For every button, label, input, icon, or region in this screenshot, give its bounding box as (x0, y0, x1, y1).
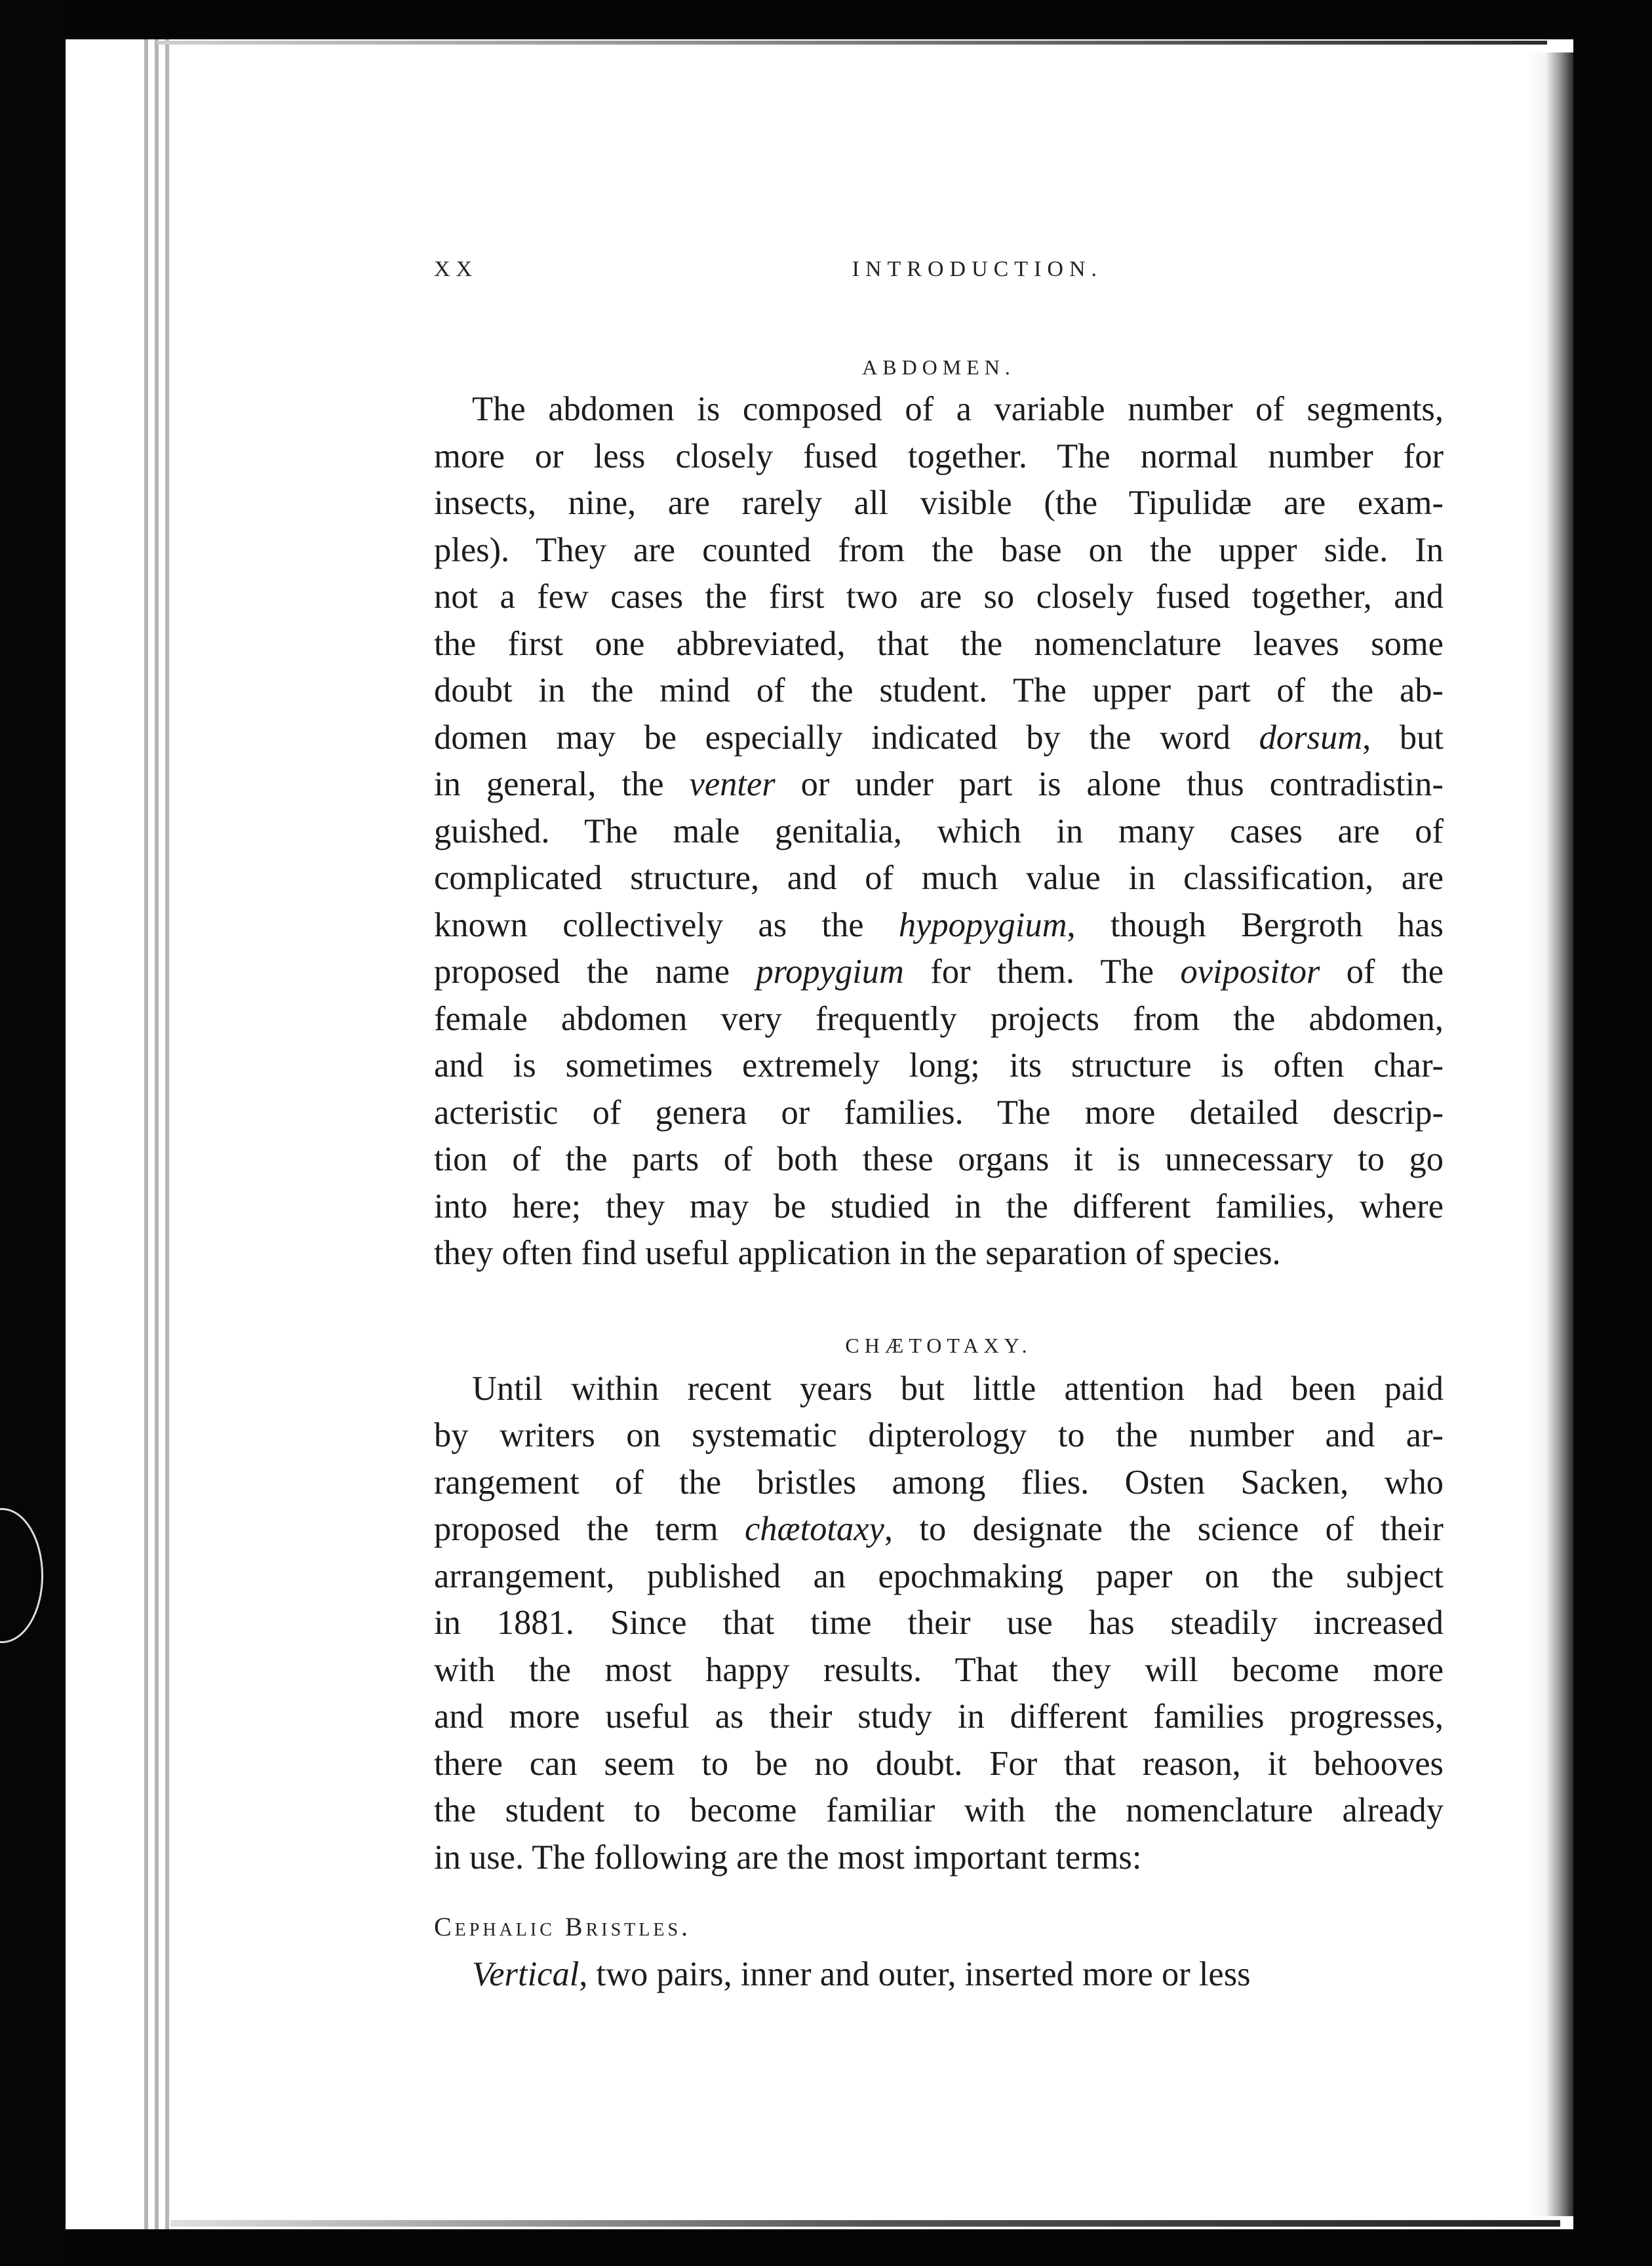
text-line: arrangement, published an epochmaking paper on the subject (434, 1557, 1444, 1595)
text-line: in 1881. Since that time their use has steadily increased (434, 1604, 1444, 1642)
text-line: proposed the name propygium for them. The ovipositor of the (434, 953, 1444, 991)
running-head (434, 257, 1103, 282)
text-line: proposed the term chætotaxy, to designate the science of their (434, 1510, 1444, 1548)
page-stack-edge (144, 39, 148, 2229)
page-top-edge (157, 41, 1547, 45)
chaetotaxy-paragraph (434, 1366, 1444, 1882)
text-line: with the most happy results. That they will become more (434, 1650, 1444, 1689)
italic-term: venter (689, 765, 776, 803)
text-line: domen may be especially indicated by the word dorsum, but (434, 718, 1444, 757)
italic-term: propygium (756, 953, 904, 991)
text-line: the first one abbreviated, that the nomenclature leaves some (434, 624, 1444, 663)
page-stack-edge (165, 39, 169, 2229)
text-line: known collectively as the hypopygium, though Bergroth has (434, 905, 1444, 944)
text-line: guished. The male genitalia, which in many cases are of (434, 812, 1444, 850)
italic-term: hypopygium (898, 905, 1067, 944)
italic-term: dorsum (1259, 718, 1363, 757)
text-line: and more useful as their study in different families progresses, (434, 1698, 1444, 1736)
text-line: Until within recent years but little attention had been paid (472, 1369, 1444, 1408)
scan-border-left (0, 0, 66, 2266)
page-text (434, 257, 1444, 1998)
text-line: into here; they may be studied in the different families, where (434, 1187, 1444, 1225)
subsection-heading-text: Cephalic Bristles. (434, 1912, 692, 1941)
text-line: in general, the venter or under part is alone thus contradistin- (434, 765, 1444, 803)
page-number: XX (434, 257, 479, 281)
text-line: Vertical, two pairs, inner and outer, inserted more or less (472, 1955, 1251, 1993)
subsection-heading-cephalic-bristles (434, 1911, 1444, 1942)
text-line: they often find useful application in the separation of species. (434, 1234, 1281, 1272)
text-line: not a few cases the first two are so closely fused together, and (434, 578, 1444, 616)
page-stack-edge (155, 39, 159, 2229)
text-line: insects, nine, are rarely all visible (the Tipulidæ are exam- (434, 484, 1444, 522)
text-line: in use. The following are the most important terms: (434, 1838, 1142, 1877)
section-heading-chaetotaxy: CHÆTOTAXY. (845, 1333, 1032, 1357)
running-title: INTRODUCTION. (852, 257, 1103, 281)
italic-term: ovipositor (1180, 953, 1320, 991)
italic-term: Vertical (472, 1955, 580, 1993)
abdomen-paragraph (434, 386, 1444, 1277)
text-line: tion of the parts of both these organs it is unnecessary to go (434, 1140, 1444, 1178)
text-line: there can seem to be no doubt. For that reason, it behooves (434, 1744, 1444, 1783)
text-line: acteristic of genera or families. The more detailed descrip- (434, 1093, 1444, 1132)
section-heading-abdomen: ABDOMEN. (862, 355, 1015, 379)
cephalic-bristles-paragraph (434, 1951, 1444, 1998)
text-line: rangement of the bristles among flies. Osten Sacken, who (434, 1463, 1444, 1501)
text-line: female abdomen very frequently projects from the abdomen, (434, 999, 1444, 1038)
text-line: and is sometimes extremely long; its structure is often char- (434, 1046, 1444, 1084)
text-line: the student to become familiar with the nomenclature already (434, 1791, 1444, 1829)
text-line: The abdomen is composed of a variable number of segments, (472, 390, 1444, 428)
text-line: by writers on systematic dipterology to the number and ar- (434, 1416, 1444, 1454)
page-right-edge (1527, 52, 1573, 2216)
text-line: complicated structure, and of much value in classification, are (434, 859, 1444, 897)
page-bottom-edge (170, 2220, 1560, 2227)
text-line: more or less closely fused together. The normal number for (434, 437, 1444, 475)
italic-term: chætotaxy (745, 1510, 884, 1548)
text-line: doubt in the mind of the student. The upper part of the ab- (434, 671, 1444, 709)
text-line: ples). They are counted from the base on the upper side. In (434, 530, 1444, 569)
